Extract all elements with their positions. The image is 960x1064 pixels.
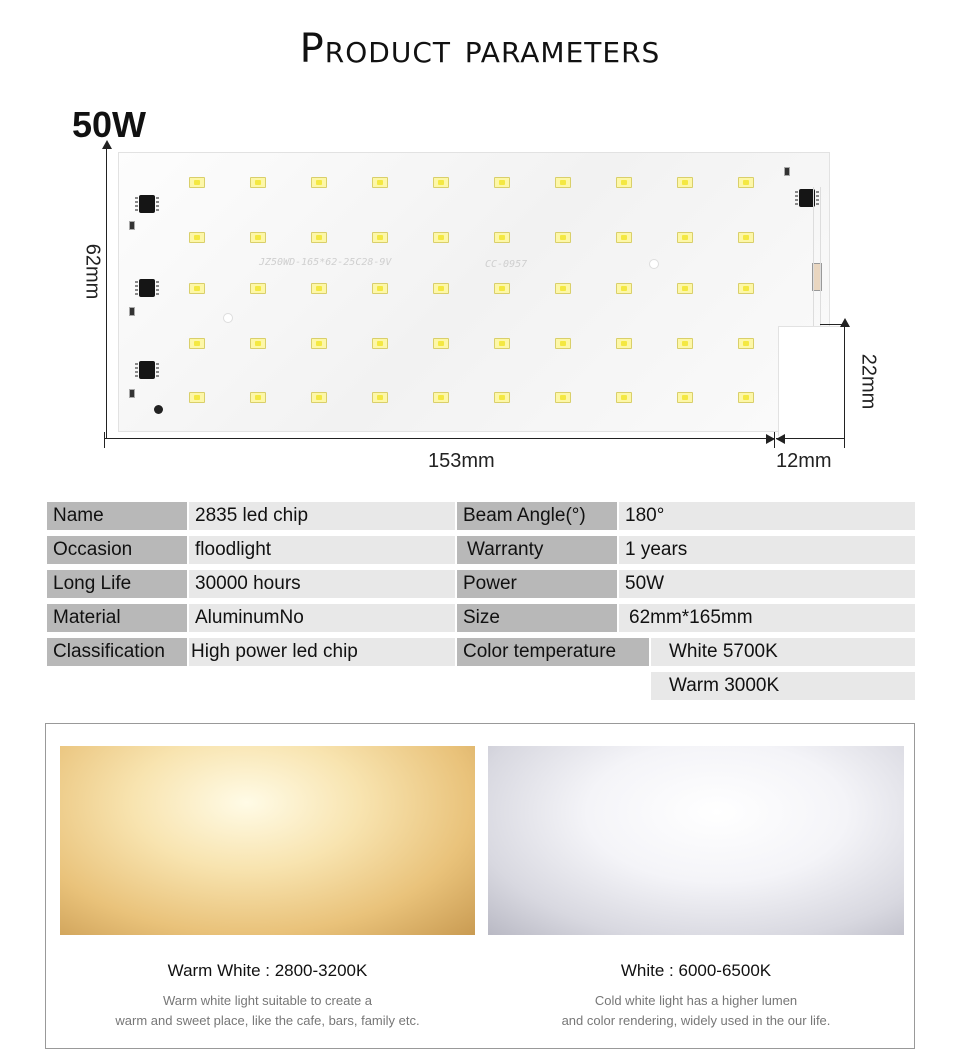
led-chip [311,283,327,294]
led-chip [738,177,754,188]
led-chip [189,232,205,243]
spec-value: 30000 hours [189,570,455,598]
led-chip [738,232,754,243]
led-chip [372,283,388,294]
cold-desc-line: and color rendering, widely used in the our life. [561,1013,831,1028]
spec-value: floodlight [189,536,455,564]
led-chip [555,392,571,403]
led-chip [494,392,510,403]
led-chip [189,177,205,188]
led-chip [738,283,754,294]
spec-row [47,536,915,564]
cold-light-swatch [488,746,904,935]
warm-desc-line: warm and sweet place, like the cafe, bars, family etc. [115,1013,420,1028]
led-chip [433,177,449,188]
spec-row [47,638,915,666]
dimension-tick [774,432,775,448]
pcb-code-text: CC-0957 [485,259,528,270]
led-chip [494,338,510,349]
driver-ic [139,195,155,213]
led-chip [555,338,571,349]
led-chip [372,177,388,188]
led-chip [372,338,388,349]
mount-hole [223,313,233,323]
spec-value: 50W [619,570,915,598]
spec-label: Color temperature [457,638,649,666]
warm-light-swatch [60,746,475,935]
spec-value: White 5700K [651,638,915,666]
led-chip [250,338,266,349]
driver-ic [139,361,155,379]
pcb-notch [778,326,844,436]
length-dimension-label: 153mm [428,450,495,472]
spec-label: Size [457,604,617,632]
led-chip [555,232,571,243]
spec-row [47,570,915,598]
led-chip [616,232,632,243]
led-chip [372,392,388,403]
cold-desc-line: Cold white light has a higher lumen [594,993,798,1008]
spec-label: Long Life [47,570,187,598]
spec-value: High power led chip [189,638,455,666]
led-chip [250,232,266,243]
spec-row [47,502,915,530]
led-chip [677,283,693,294]
warm-desc-line: Warm white light suitable to create a [162,993,373,1008]
led-chip [616,338,632,349]
led-chip [494,232,510,243]
led-chip [616,283,632,294]
led-chip [433,392,449,403]
notch-width-line [776,438,844,439]
spec-label: Classification [47,638,187,666]
led-chip [189,283,205,294]
cold-description [488,991,904,1031]
led-chip [311,232,327,243]
spec-label: Material [47,604,187,632]
smd-component [129,307,135,316]
led-chip [311,338,327,349]
smd-component [129,389,135,398]
spec-row [47,672,915,700]
pcb-model-text: JZ50WD-165*62-25C28-9V [259,257,392,268]
power-label: 50W [72,104,147,145]
spec-value: Warm 3000K [651,672,915,700]
led-chip [372,232,388,243]
arrow-up-icon [840,318,850,327]
page-title: Product parameters [299,26,661,72]
pcb-board [118,152,830,432]
spec-value: 180° [619,502,915,530]
led-chip [677,177,693,188]
color-comparison-panel [45,723,915,1049]
spec-label: Power [457,570,617,598]
pcb-trace [813,187,821,347]
led-chip [433,232,449,243]
spec-label: Warranty [457,536,617,564]
spec-label: Name [47,502,187,530]
led-chip [738,392,754,403]
pcb-dot [154,405,163,414]
led-chip [555,283,571,294]
driver-ic [139,279,155,297]
spec-value: AluminumNo [189,604,455,632]
led-chip [433,338,449,349]
cold-title: White : 6000-6500K [620,961,772,980]
spec-value: 1 years [619,536,915,564]
pcb-diagram [60,130,880,480]
led-chip [311,392,327,403]
height-dimension-label: 62mm [81,243,104,300]
spec-label: Beam Angle(°) [457,502,617,530]
led-chip [677,392,693,403]
height-dimension-line [106,146,107,438]
warm-title: Warm White : 2800-3200K [167,961,368,980]
led-chip [433,283,449,294]
led-chip [250,177,266,188]
dimension-tick [104,432,105,448]
led-chip [189,392,205,403]
smd-component [129,221,135,230]
led-chip [677,338,693,349]
led-chip [738,338,754,349]
led-chip [616,392,632,403]
led-chip [494,283,510,294]
led-chip [616,177,632,188]
spec-row [47,604,915,632]
notch-width-label: 12mm [776,450,832,472]
led-chip [677,232,693,243]
mount-hole [649,259,659,269]
notch-height-label: 22mm [857,353,880,410]
arrow-up-icon [102,140,112,149]
led-chip [311,177,327,188]
led-chip [494,177,510,188]
led-chip [250,283,266,294]
warm-description [60,991,475,1031]
spec-value: 62mm*165mm [619,604,915,632]
dimension-tick [844,320,845,448]
led-chip [189,338,205,349]
spec-value: 2835 led chip [189,502,455,530]
led-chip [555,177,571,188]
length-dimension-line [104,438,774,439]
smd-component [784,167,790,176]
spec-label: Occasion [47,536,187,564]
arrow-left-icon [776,434,785,444]
led-chip [250,392,266,403]
